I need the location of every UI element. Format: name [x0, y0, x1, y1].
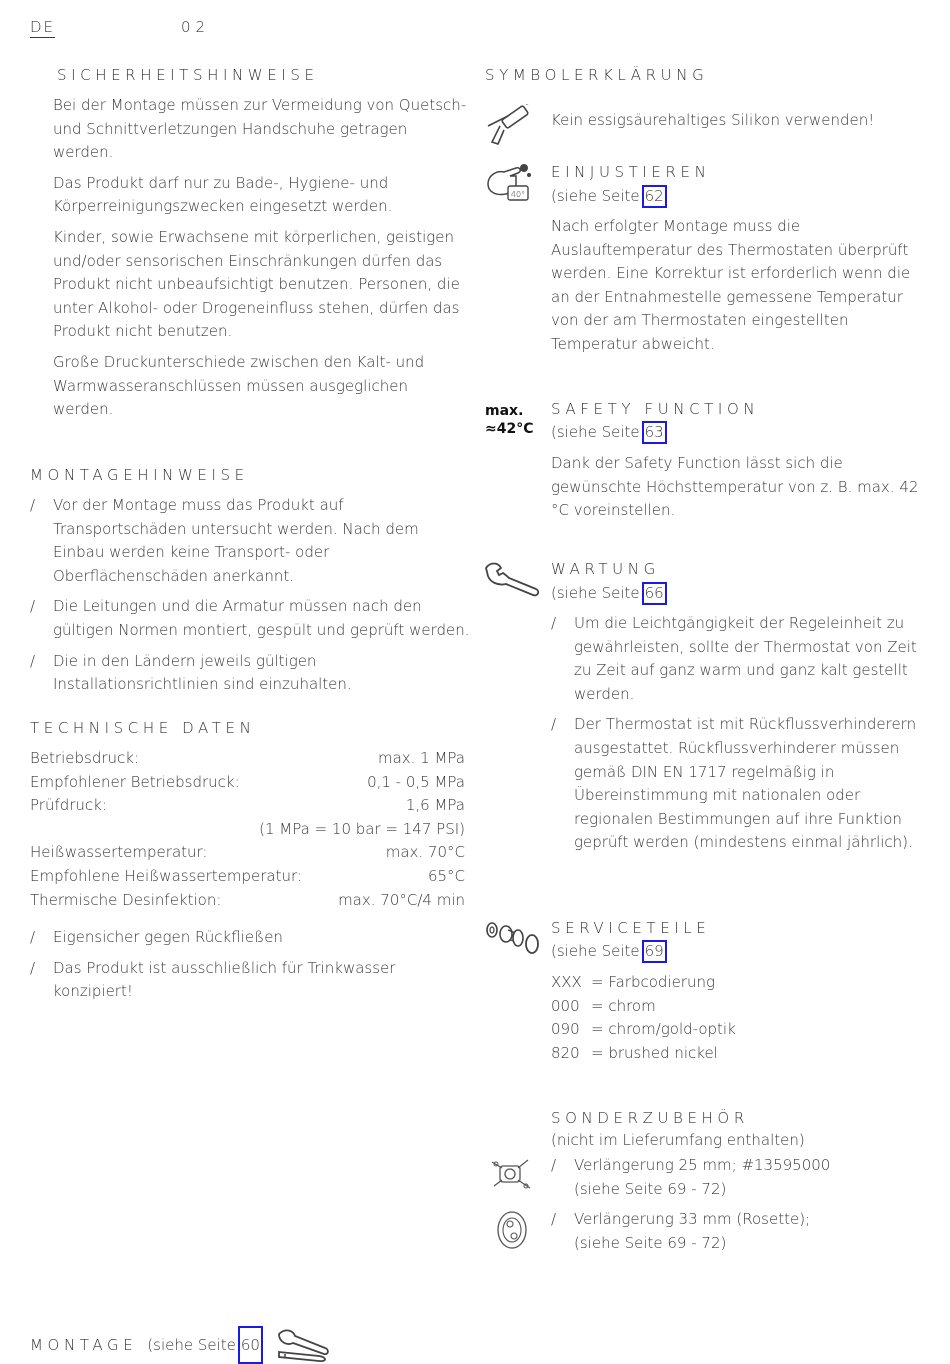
symbols-title: SYMBOLERKLÄRUNG [485, 66, 709, 84]
montage-ref: (siehe Seite 60 [147, 1326, 263, 1364]
color-code-row: 000 = chrom [551, 996, 656, 1015]
safety-function-page-link[interactable]: 63 [642, 421, 667, 444]
thermometer-label: 40° [510, 190, 526, 199]
safety-paragraph: Kinder, sowie Erwachsene mit körperlichen, geistigen und/oder sensorischen Einschränkungen dürfen das Produkt nicht unbeaufsichtigt benutzen. Personen, die unter Alkohol- oder Drogeneinfluss stehen, dürfen das Produkt nicht benutzen. [53, 227, 460, 341]
safety-paragraph: Bei der Montage müssen zur Vermeidung von Quetsch- und Schnittverletzungen Handschuhe getragen werden. [53, 96, 467, 162]
sonderzubehoer-title: SONDERZUBEHÖR [551, 1109, 749, 1127]
mounting-notes-title: MONTAGEHINWEISE [30, 466, 249, 484]
spec-row: Heißwassertemperatur: max. 70°C [30, 843, 465, 862]
wartung-title: WARTUNG [551, 560, 660, 578]
technical-notes-list [30, 926, 470, 1011]
thermometer-hand-icon [486, 162, 534, 206]
wartung-ref: (siehe Seite 66 [551, 582, 667, 606]
serviceteile-title: SERVICETEILE [551, 919, 711, 937]
wartung-page-link[interactable]: 66 [642, 582, 667, 605]
rosette-icon [495, 1210, 529, 1250]
list-item: / Das Produkt ist ausschließlich für Trinkwasser konzipiert! [30, 958, 396, 1001]
einjustieren-text: Nach erfolgter Montage muss die Auslauftemperatur des Thermostaten überprüft werden. Eine Korrektur ist erforderlich wenn die an der Entnahmestelle gemessene Temperatur von der am Thermostaten eingestellten Temperatur abweicht. [551, 217, 911, 353]
wrench-icon [484, 562, 540, 598]
sonderzubehoer-subtitle: (nicht im Lieferumfang enthalten) [551, 1131, 805, 1149]
color-code-row: XXX = Farbcodierung [551, 973, 715, 991]
extension-exploded-icon [490, 1156, 532, 1194]
list-item: / Vor der Montage muss das Produkt auf Transportschäden untersucht werden. Nach dem Einbau werden keine Transport- oder Oberflächenschäden anerkannt. [30, 496, 419, 585]
accessory-list-2 [551, 1208, 921, 1262]
list-item: / Um die Leichtgängigkeit der Regeleinheit zu gewährleisten, sollte der Thermostat von Zeit zu Zeit auf ganz warm und ganz kalt gestellt werden. [551, 614, 917, 703]
list-item: / Die Leitungen und die Armatur müssen nach den gültigen Normen montiert, gespült und geprüft werden. [30, 597, 470, 639]
technical-title: TECHNISCHE DATEN [30, 719, 256, 737]
safety-text [53, 94, 471, 429]
spec-row: Empfohlene Heißwassertemperatur: 65°C [30, 866, 465, 885]
color-code-row: 090 = chrom/gold-optik [551, 1020, 736, 1039]
spec-row: (1 MPa = 10 bar = 147 PSI) [259, 819, 465, 838]
color-code-row: 820 = brushed nickel [551, 1043, 718, 1062]
spec-row: Prüfdruck: 1,6 MPa [30, 796, 465, 815]
mounting-notes-list [30, 494, 470, 704]
einjustieren-title: EINJUSTIEREN [551, 163, 711, 181]
color-code-list [551, 971, 736, 1065]
accessory-list-1 [551, 1154, 921, 1208]
spec-row: Empfohlener Betriebsdruck: 0,1 - 0,5 MPa [30, 772, 465, 791]
montage-footer [30, 1326, 331, 1364]
serviceteile-page-link[interactable]: 69 [642, 940, 667, 963]
list-item: / Die in den Ländern jeweils gültigen Installationsrichtlinien sind einzuhalten. [30, 651, 352, 694]
spec-row: Betriebsdruck: max. 1 MPa [30, 749, 465, 767]
montage-page-link[interactable]: 60 [238, 1326, 263, 1364]
safety-paragraph: Große Druckunterschiede zwischen den Kalt- und Warmwasseranschlüssen müssen ausgeglichen werden. [53, 352, 425, 419]
list-item: / Verlängerung 33 mm (Rosette); (siehe Seite 69 - 72) [551, 1210, 811, 1252]
wartung-list [551, 612, 921, 862]
max-temperature-icon: max. ≈42°C [485, 403, 534, 437]
spec-row: Thermische Desinfektion: max. 70°C/4 min [30, 890, 465, 909]
montage-label: MONTAGE [30, 1336, 138, 1354]
safety-function-title: SAFETY FUNCTION [551, 400, 760, 418]
list-item: / Der Thermostat ist mit Rückflussverhinderern ausgestattet. Rückflussverhinderer müssen gemäß DIN EN 1717 regelmäßig in Übereinstimmung mit nationalen oder regionalen Bestimmungen auf ihre Funktion geprüft werden (mindestens einmal jährlich). [551, 715, 917, 852]
silicone-gun-icon [486, 104, 534, 148]
serviceteile-ref: (siehe Seite 69 [551, 940, 667, 964]
safety-function-ref: (siehe Seite 63 [551, 421, 667, 445]
language-code: DE [30, 18, 56, 36]
list-item: / Eigensicher gegen Rückfließen [30, 928, 283, 946]
service-parts-icon [484, 920, 542, 956]
einjustieren-ref: (siehe Seite 62 [551, 185, 667, 209]
safety-paragraph: Das Produkt darf nur zu Bade-, Hygiene- und Körperreinigungszwecken eingesetzt werden. [53, 173, 393, 216]
safety-function-text: Dank der Safety Function lässt sich die gewünschte Höchsttemperatur von z. B. max. 42 °C voreinstellen. [551, 454, 919, 520]
einjustieren-page-link[interactable]: 62 [642, 185, 667, 208]
page-number: 02 [181, 18, 211, 36]
wrench-screwdriver-icon [275, 1326, 331, 1364]
silicone-note: Kein essigsäurehaltiges Silikon verwenden! [551, 111, 875, 129]
list-item: / Verlängerung 25 mm; #13595000 (siehe Seite 69 - 72) [551, 1156, 831, 1198]
safety-title: SICHERHEITSHINWEISE [57, 66, 319, 84]
technical-table [30, 747, 465, 912]
